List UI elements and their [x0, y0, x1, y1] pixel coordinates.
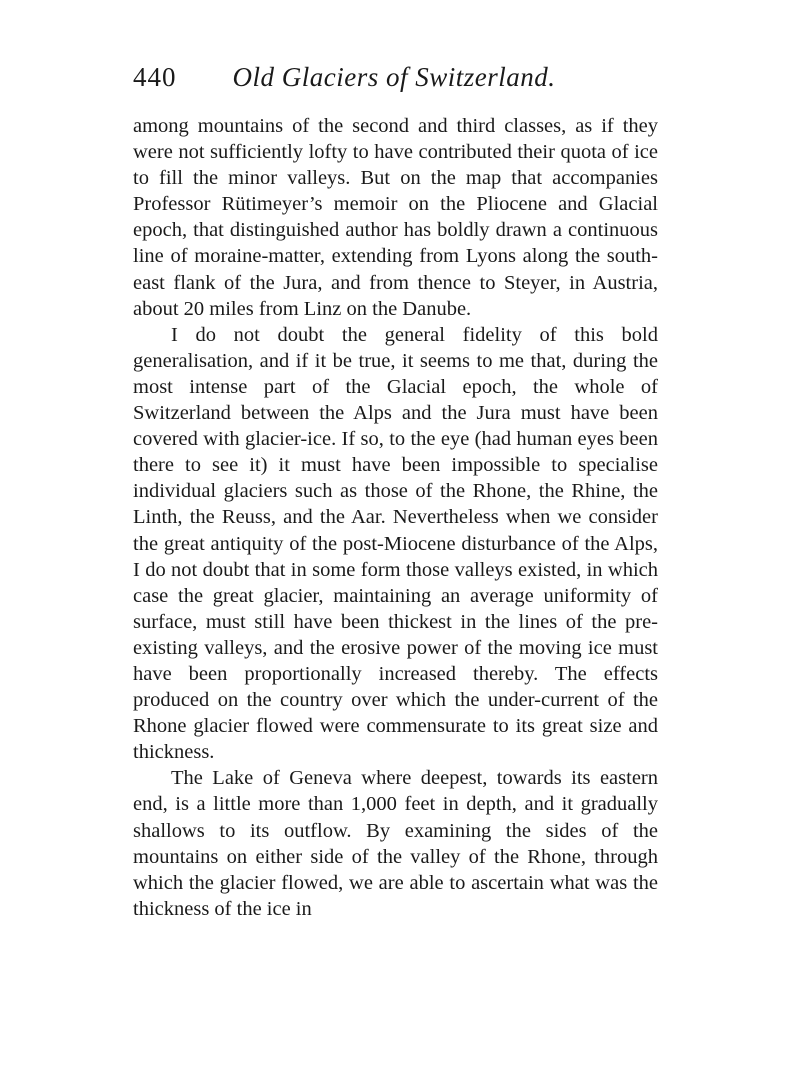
paragraph-2: I do not doubt the general fidelity of this bold generalisation, and if it be true, it seems to me that, during the most intense part of the Glacial epoch, the whole of Switzerland between the Alps and the Jura must have been covered with glacier-ice. If so, to the eye (had human eyes been there to see it) it must have been impossible to specialise individual glaciers such as those of the Rhone, the Rhine, the Linth, the Reuss, and the Aar. Nevertheless when we consider the great antiquity of the post-Miocene disturbance of the Alps, I do not doubt that in some form those valleys existed, in which case the great glacier, maintaining an average uniformity of surface, must still have been thickest in the lines of the pre-existing valleys, and the erosive power of the moving ice must have been proportionally increased thereby. The effects produced on the country over which the under-current of the Rhone glacier flowed were commensurate to its great size and thickness. [133, 323, 658, 764]
running-title: Old Glaciers of Switzerland. [232, 62, 556, 92]
paragraph-3: The Lake of Geneva where deepest, towards its eastern end, is a little more than 1,000 feet in depth, and it gradually shallows to its outflow. By examining the sides of the mountains on either side of the valley of the Rhone, through which the glacier flowed, we are able to ascertain what was the thickness of the ice in [133, 767, 658, 920]
book-page [133, 62, 658, 922]
running-head [133, 62, 658, 102]
body-text [133, 113, 658, 922]
paragraph-1: among mountains of the second and third classes, as if they were not sufficiently lofty to have contributed their quota of ice to fill the minor valleys. But on the map that accompanies Professor Rütimeyer’s memoir on the Pliocene and Glacial epoch, that distinguished author has boldly drawn a continuous line of moraine-matter, extending from Lyons along the south-east flank of the Jura, and from thence to Steyer, in Austria, about 20 miles from Linz on the Danube. [133, 115, 658, 320]
page-number: 440 [133, 62, 177, 92]
